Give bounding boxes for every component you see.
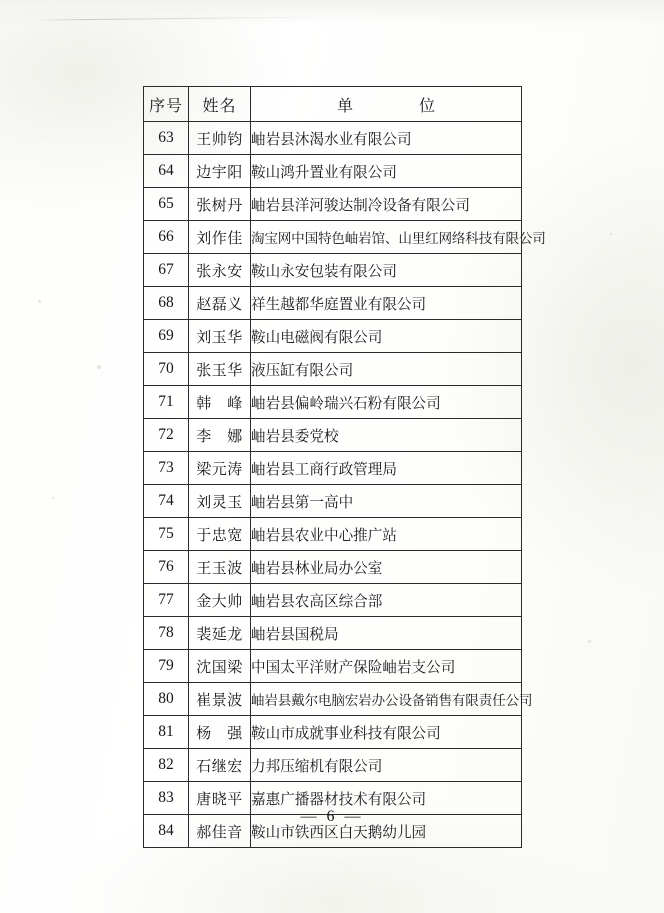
table-header <box>144 87 522 122</box>
cell-name: 杨 强 <box>189 716 251 749</box>
column-header-unit <box>251 87 522 122</box>
table-row <box>144 188 522 221</box>
cell-index: 78 <box>144 617 189 650</box>
table-row <box>144 320 522 353</box>
cell-index: 74 <box>144 485 189 518</box>
cell-unit: 岫岩县戴尔电脑宏岩办公设备销售有限责任公司 <box>251 683 522 716</box>
cell-name: 梁元涛 <box>189 452 251 485</box>
table-header-row <box>144 87 522 122</box>
cell-unit: 鞍山鸿升置业有限公司 <box>251 155 522 188</box>
paper-speck <box>38 300 41 303</box>
cell-unit: 鞍山市铁西区白天鹅幼儿园 <box>251 815 522 848</box>
table-row <box>144 584 522 617</box>
table-row <box>144 650 522 683</box>
cell-unit: 岫岩县林业局办公室 <box>251 551 522 584</box>
cell-unit: 鞍山电磁阀有限公司 <box>251 320 522 353</box>
cell-name: 刘玉华 <box>189 320 251 353</box>
cell-unit: 岫岩县洋河骏达制冷设备有限公司 <box>251 188 522 221</box>
cell-index: 67 <box>144 254 189 287</box>
cell-name: 赵磊义 <box>189 287 251 320</box>
cell-unit: 岫岩县工商行政管理局 <box>251 452 522 485</box>
cell-index: 79 <box>144 650 189 683</box>
cell-name: 刘作佳 <box>189 221 251 254</box>
cell-unit: 嘉惠广播器材技术有限公司 <box>251 782 522 815</box>
cell-index: 75 <box>144 518 189 551</box>
cell-unit: 岫岩县国税局 <box>251 617 522 650</box>
cell-unit: 岫岩县委党校 <box>251 419 522 452</box>
paper-speck <box>52 497 54 499</box>
table-row <box>144 485 522 518</box>
cell-unit: 岫岩县偏岭瑞兴石粉有限公司 <box>251 386 522 419</box>
cell-index: 77 <box>144 584 189 617</box>
cell-unit: 鞍山永安包装有限公司 <box>251 254 522 287</box>
cell-name: 唐晓平 <box>189 782 251 815</box>
cell-name: 沈国梁 <box>189 650 251 683</box>
cell-name: 石继宏 <box>189 749 251 782</box>
cell-name: 裴延龙 <box>189 617 251 650</box>
cell-name: 李 娜 <box>189 419 251 452</box>
table-row <box>144 518 522 551</box>
table-row <box>144 452 522 485</box>
table-row <box>144 353 522 386</box>
table-row <box>144 155 522 188</box>
cell-unit: 岫岩县第一高中 <box>251 485 522 518</box>
cell-index: 70 <box>144 353 189 386</box>
cell-name: 韩 峰 <box>189 386 251 419</box>
cell-index: 80 <box>144 683 189 716</box>
cell-name: 王玉波 <box>189 551 251 584</box>
cell-index: 71 <box>144 386 189 419</box>
cell-unit: 液压缸有限公司 <box>251 353 522 386</box>
cell-name: 张玉华 <box>189 353 251 386</box>
column-header-unit-left: 单 <box>336 97 353 115</box>
cell-name: 金大帅 <box>189 584 251 617</box>
column-header-unit-right: 位 <box>419 97 436 115</box>
table-row <box>144 122 522 155</box>
cell-unit: 岫岩县农业中心推广站 <box>251 518 522 551</box>
cell-unit: 淘宝网中国特色岫岩馆、山里红网络科技有限公司 <box>251 221 522 254</box>
cell-index: 73 <box>144 452 189 485</box>
table-body <box>144 122 546 848</box>
paper-speck <box>610 233 612 235</box>
table-row <box>144 386 522 419</box>
table-row <box>144 716 522 749</box>
page-top-shadow <box>0 0 664 26</box>
table-row <box>144 254 522 287</box>
cell-index: 66 <box>144 221 189 254</box>
table-row <box>144 749 522 782</box>
cell-index: 82 <box>144 749 189 782</box>
cell-index: 69 <box>144 320 189 353</box>
roster-table <box>143 86 546 848</box>
cell-name: 边宇阳 <box>189 155 251 188</box>
table-row <box>144 419 522 452</box>
cell-unit: 岫岩县农高区综合部 <box>251 584 522 617</box>
paper-speck <box>97 365 101 369</box>
cell-name: 张树丹 <box>189 188 251 221</box>
cell-index: 72 <box>144 419 189 452</box>
table-row <box>144 221 522 254</box>
cell-unit: 祥生越都华庭置业有限公司 <box>251 287 522 320</box>
cell-unit: 力邦压缩机有限公司 <box>251 749 522 782</box>
cell-unit: 鞍山市成就事业科技有限公司 <box>251 716 522 749</box>
cell-index: 81 <box>144 716 189 749</box>
cell-index: 64 <box>144 155 189 188</box>
cell-name: 于忠宽 <box>189 518 251 551</box>
cell-index: 76 <box>144 551 189 584</box>
cell-index: 65 <box>144 188 189 221</box>
column-header-name: 姓名 <box>189 87 251 122</box>
table-row <box>144 617 522 650</box>
paper-speck <box>588 640 591 643</box>
column-header-index: 序号 <box>144 87 189 122</box>
cell-index: 63 <box>144 122 189 155</box>
page-number: — 6 — <box>300 808 364 825</box>
cell-index: 68 <box>144 287 189 320</box>
roster-table-container <box>143 86 546 848</box>
cell-unit: 中国太平洋财产保险岫岩支公司 <box>251 650 522 683</box>
table-row <box>144 287 522 320</box>
table-row <box>144 551 522 584</box>
cell-name: 刘灵玉 <box>189 485 251 518</box>
cell-name: 崔景波 <box>189 683 251 716</box>
cell-name: 郝佳音 <box>189 815 251 848</box>
cell-index: 83 <box>144 782 189 815</box>
cell-unit: 岫岩县沐渴水业有限公司 <box>251 122 522 155</box>
cell-name: 王帅钧 <box>189 122 251 155</box>
table-row <box>144 683 522 716</box>
cell-name: 张永安 <box>189 254 251 287</box>
cell-index: 84 <box>144 815 189 848</box>
